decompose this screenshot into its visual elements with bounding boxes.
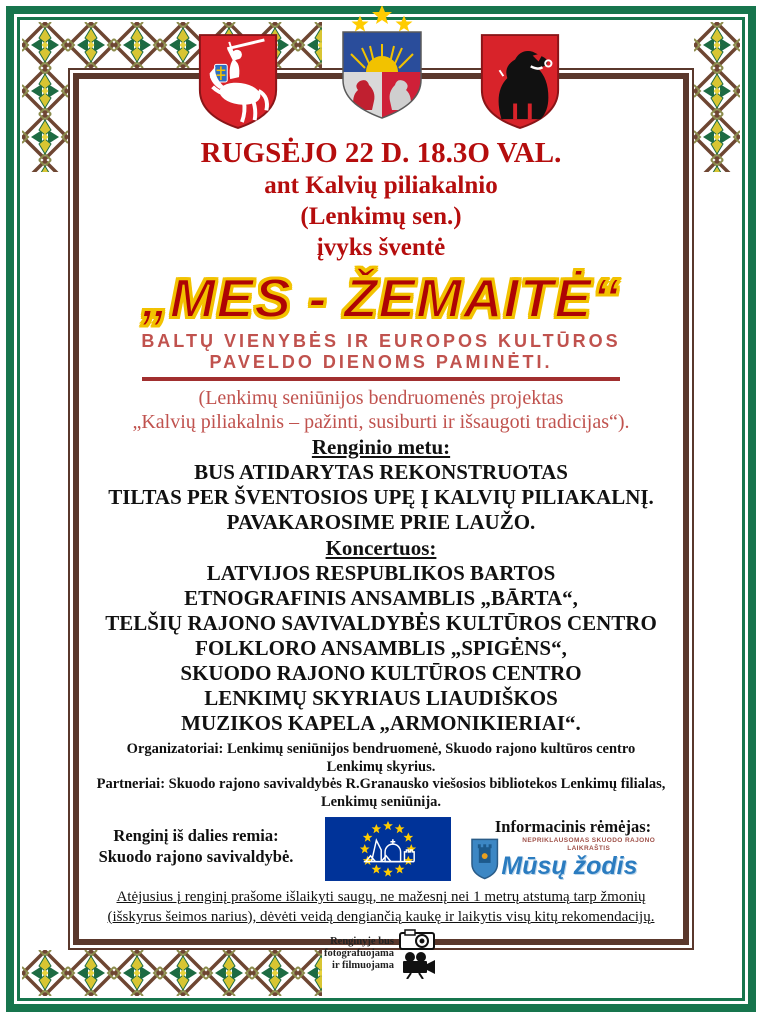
musu-zodis-shield-logo [470,838,499,880]
subtitle-line-2: PAVELDO DIENOMS PAMINĖTI. [209,352,553,372]
media-notice-text: Renginyje bus fotografuojama ir filmuojama [324,936,394,971]
project-line-2: „Kalvių piliakalnis – pažinti, susiburti ir išsaugoti tradicijas“). [132,411,630,433]
support-line-1: Renginį iš dalies remia: [113,826,279,845]
partners-line-2: Lenkimų seniūnija. [320,793,442,810]
info-sponsor-label: Informacinis rėmėjas: [494,817,652,836]
program-line: PAVAKAROSIME PRIE LAUŽO. [226,510,536,534]
newspaper-wordmark [501,837,676,880]
event-location-line: ant Kalvių piliakalnio [264,172,498,199]
concert-line: MUZIKOS KAPELA „ARMONIKIERIAI“. [181,711,581,735]
program-line: BUS ATIDARYTAS REKONSTRUOTAS [194,460,568,484]
subtitle-underline-rule [142,377,620,381]
organizers-line-2: Lenkimų skyrius. [326,758,436,775]
folk-border-right [694,22,740,172]
samogitia-bear-coat-of-arms [476,33,564,131]
subtitle-line-1: BALTŲ VIENYBĖS IR EUROPOS KULTŪROS [141,331,621,351]
program-line: TILTAS PER ŠVENTOSIOS UPĘ Į KALVIŲ PILIAKALNĮ. [108,485,654,509]
media-icons [398,929,438,979]
partners-line-1: Partneriai: Skuodo rajono savivaldybės R.Granausko viešosios bibliotekos Lenkimų filialas, [96,776,666,792]
event-title: „MES - ŽEMAITĖ“ [141,267,621,329]
event-intro-line: įvyks šventė [316,234,446,261]
concert-line: FOLKLORO ANSAMBLIS „SPIGĖNS“, [195,636,567,660]
concert-line: TELŠIŲ RAJONO SAVIVALDYBĖS KULTŪROS CENTRO [105,611,657,635]
musu-zodis-logo [470,837,676,880]
poster-content [86,136,676,979]
covid-line-1: Atėjusius į renginį prašome išlaikyti saugų, ne mažesnį nei 1 metrų atstumą tarp žmonių [116,889,646,905]
concert-line: LATVIJOS RESPUBLIKOS BARTOS [206,561,556,585]
covid-notice [86,887,676,927]
latvia-coat-of-arms [334,6,430,130]
organizers-line-1: Organizatoriai: Lenkimų seniūnijos bendruomenė, Skuodo rajono kultūros centro [126,741,636,757]
concert-line: LENKIMŲ SKYRIAUS LIAUDIŠKOS [204,686,558,710]
event-date-line: RUGSĖJO 22 D. 18.3O VAL. [200,137,562,169]
folk-border-left [22,22,68,172]
european-heritage-days-logo [325,817,451,881]
concert-line: ETNOGRAFINIS ANSAMBLIS „BĀRTA“, [184,586,578,610]
newspaper-tagline: NEPRIKLAUSOMAS SKUODO RAJONO LAIKRAŠTIS [522,837,656,852]
photo-camera-icon [398,929,438,951]
support-block [86,817,306,867]
concert-line: SKUODO RAJONO KULTŪROS CENTRO [180,661,582,685]
media-notice [86,929,676,979]
credits-block [86,741,676,811]
covid-line-2: (išskyrus šeimos narius), dėvėti veidą dengiančią kaukę ir laikytis visų kitų rekomendacijų. [107,909,655,925]
program-heading: Renginio metu: [311,435,451,459]
support-line-2: Skuodo rajono savivaldybė. [98,847,294,866]
newspaper-name: Mūsų žodis [501,852,638,880]
sponsors-row [86,817,676,881]
concert-heading: Koncertuos: [325,536,437,560]
info-sponsor-block [470,817,676,880]
lithuania-coat-of-arms [194,33,282,131]
film-camera-icon [398,951,438,979]
project-line-1: (Lenkimų seniūnijos bendruomenės projektas [198,387,564,409]
event-district-line: (Lenkimų sen.) [300,203,462,230]
